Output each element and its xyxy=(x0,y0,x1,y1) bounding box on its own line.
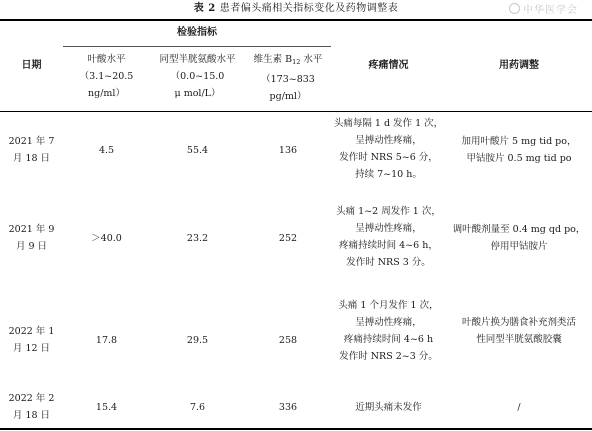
header-b12-suffix: 水平 xyxy=(300,54,323,65)
table-row-1-date xyxy=(0,133,63,167)
header-b12-title xyxy=(245,51,331,71)
caption-label: 表 2 xyxy=(193,3,216,14)
header-folic-range: （3.1~20.5 xyxy=(79,71,134,82)
row-2-headache-line-3: 疼痛持续时间 4~6 h， xyxy=(339,240,438,251)
header-folic-title: 叶酸水平 xyxy=(87,54,126,65)
row-1-date-line-2: 月 18 日 xyxy=(12,153,51,164)
header-b12-prefix: 维生素 B xyxy=(253,54,293,65)
row-3-hcy: 29.5 xyxy=(186,335,209,346)
header-b12-subscript: 12 xyxy=(292,58,301,66)
header-rule xyxy=(0,111,592,112)
header-hcy xyxy=(150,51,245,102)
row-4-medication xyxy=(446,399,592,416)
header-b12-range: （173~833 xyxy=(261,74,315,85)
header-folic-unit: ng/ml） xyxy=(88,88,125,99)
row-3-headache-line-4: 发作时 NRS 2~3 分。 xyxy=(339,351,438,362)
row-4-date-line-1: 2022 年 2 xyxy=(8,393,55,404)
row-1-medication-line-1: 加用叶酸片 5 mg tid po， xyxy=(461,136,577,147)
row-1-medication xyxy=(446,133,592,167)
row-4-headache xyxy=(331,399,446,416)
header-b12-unit: pg/ml） xyxy=(269,91,307,102)
header-headache: 疼痛情况 xyxy=(368,60,409,71)
row-2-folic: ＞40.0 xyxy=(91,233,122,244)
row-3-date-line-2: 月 12 日 xyxy=(12,343,51,354)
row-1-medication-line-2: 甲钴胺片 0.5 mg tid po xyxy=(466,153,572,164)
row-1-headache-line-1: 头痛每隔 1 d 发作 1 次， xyxy=(333,118,444,129)
row-2-headache-line-2: 呈搏动性疼痛， xyxy=(355,223,422,234)
row-3-headache-line-2: 呈搏动性疼痛， xyxy=(355,317,422,328)
row-1-b12: 136 xyxy=(278,145,298,156)
row-1-headache-line-2: 呈搏动性疼痛， xyxy=(355,135,422,146)
row-4-headache-line-1: 近期头痛未发作 xyxy=(355,402,422,413)
row-3-medication xyxy=(446,314,592,348)
row-1-hcy: 55.4 xyxy=(186,145,209,156)
row-3-folic: 17.8 xyxy=(95,335,118,346)
table-row-3-date xyxy=(0,323,63,357)
row-2-b12: 252 xyxy=(278,233,298,244)
header-b12 xyxy=(245,51,331,105)
publisher-watermark xyxy=(509,3,578,17)
row-3-headache xyxy=(331,297,446,365)
row-3-medication-line-2: 性同型半胱氨酸胶囊 xyxy=(476,334,562,345)
group-underline xyxy=(63,46,331,47)
row-1-headache-line-3: 发作时 NRS 5~6 分， xyxy=(339,152,438,163)
row-1-headache-line-4: 持续 7~10 h。 xyxy=(355,169,422,180)
row-2-date-line-2: 月 9 日 xyxy=(15,241,48,252)
row-2-headache xyxy=(331,203,446,271)
row-3-date-line-1: 2022 年 1 xyxy=(8,326,55,337)
bottom-rule xyxy=(0,428,592,430)
row-3-headache-line-1: 头痛 1 个月发作 1 次， xyxy=(338,300,439,311)
header-medication: 用药调整 xyxy=(499,60,539,71)
row-3-medication-line-1: 叶酸片换为膳食补充剂类活 xyxy=(461,317,576,328)
row-1-folic: 4.5 xyxy=(98,145,115,156)
row-1-date-line-1: 2021 年 7 xyxy=(8,136,55,147)
row-2-hcy: 23.2 xyxy=(186,233,209,244)
row-3-b12: 258 xyxy=(278,335,298,346)
row-2-date-line-1: 2021 年 9 xyxy=(8,224,55,235)
row-2-medication-line-2: 停用甲钴胺片 xyxy=(490,241,548,252)
row-2-medication-line-1: 调叶酸剂量至 0.4 mg qd po， xyxy=(452,224,586,235)
table-row-2-date xyxy=(0,221,63,255)
header-hcy-title: 同型半胱氨酸水平 xyxy=(159,54,236,65)
row-4-hcy: 7.6 xyxy=(189,402,206,413)
row-4-folic: 15.4 xyxy=(95,402,118,413)
row-2-headache-line-4: 发作时 NRS 3 分。 xyxy=(346,257,431,268)
row-2-headache-line-1: 头痛 1~2 周发作 1 次， xyxy=(336,206,441,217)
row-4-b12: 336 xyxy=(278,402,298,413)
caption-text: 患者偏头痛相关指标变化及药物调整表 xyxy=(219,3,399,14)
watermark-logo-icon xyxy=(509,3,520,14)
header-group-lab-indicators: 检验指标 xyxy=(177,27,217,38)
row-2-medication xyxy=(446,221,592,255)
header-hcy-unit: μ mol/L） xyxy=(174,88,221,99)
row-4-date-line-2: 月 18 日 xyxy=(12,410,51,421)
header-folic xyxy=(63,51,150,102)
watermark-text: 中华医学会 xyxy=(523,5,578,16)
header-date: 日期 xyxy=(21,60,42,71)
table-caption xyxy=(0,2,592,16)
row-3-headache-line-3: 疼痛持续时间 4~6 h xyxy=(343,334,434,345)
row-4-medication-line-1: / xyxy=(517,402,521,413)
top-rule xyxy=(0,19,592,21)
row-1-headache xyxy=(331,115,446,183)
header-hcy-range: （0.0~15.0 xyxy=(170,71,225,82)
table-row-4-date xyxy=(0,390,63,424)
